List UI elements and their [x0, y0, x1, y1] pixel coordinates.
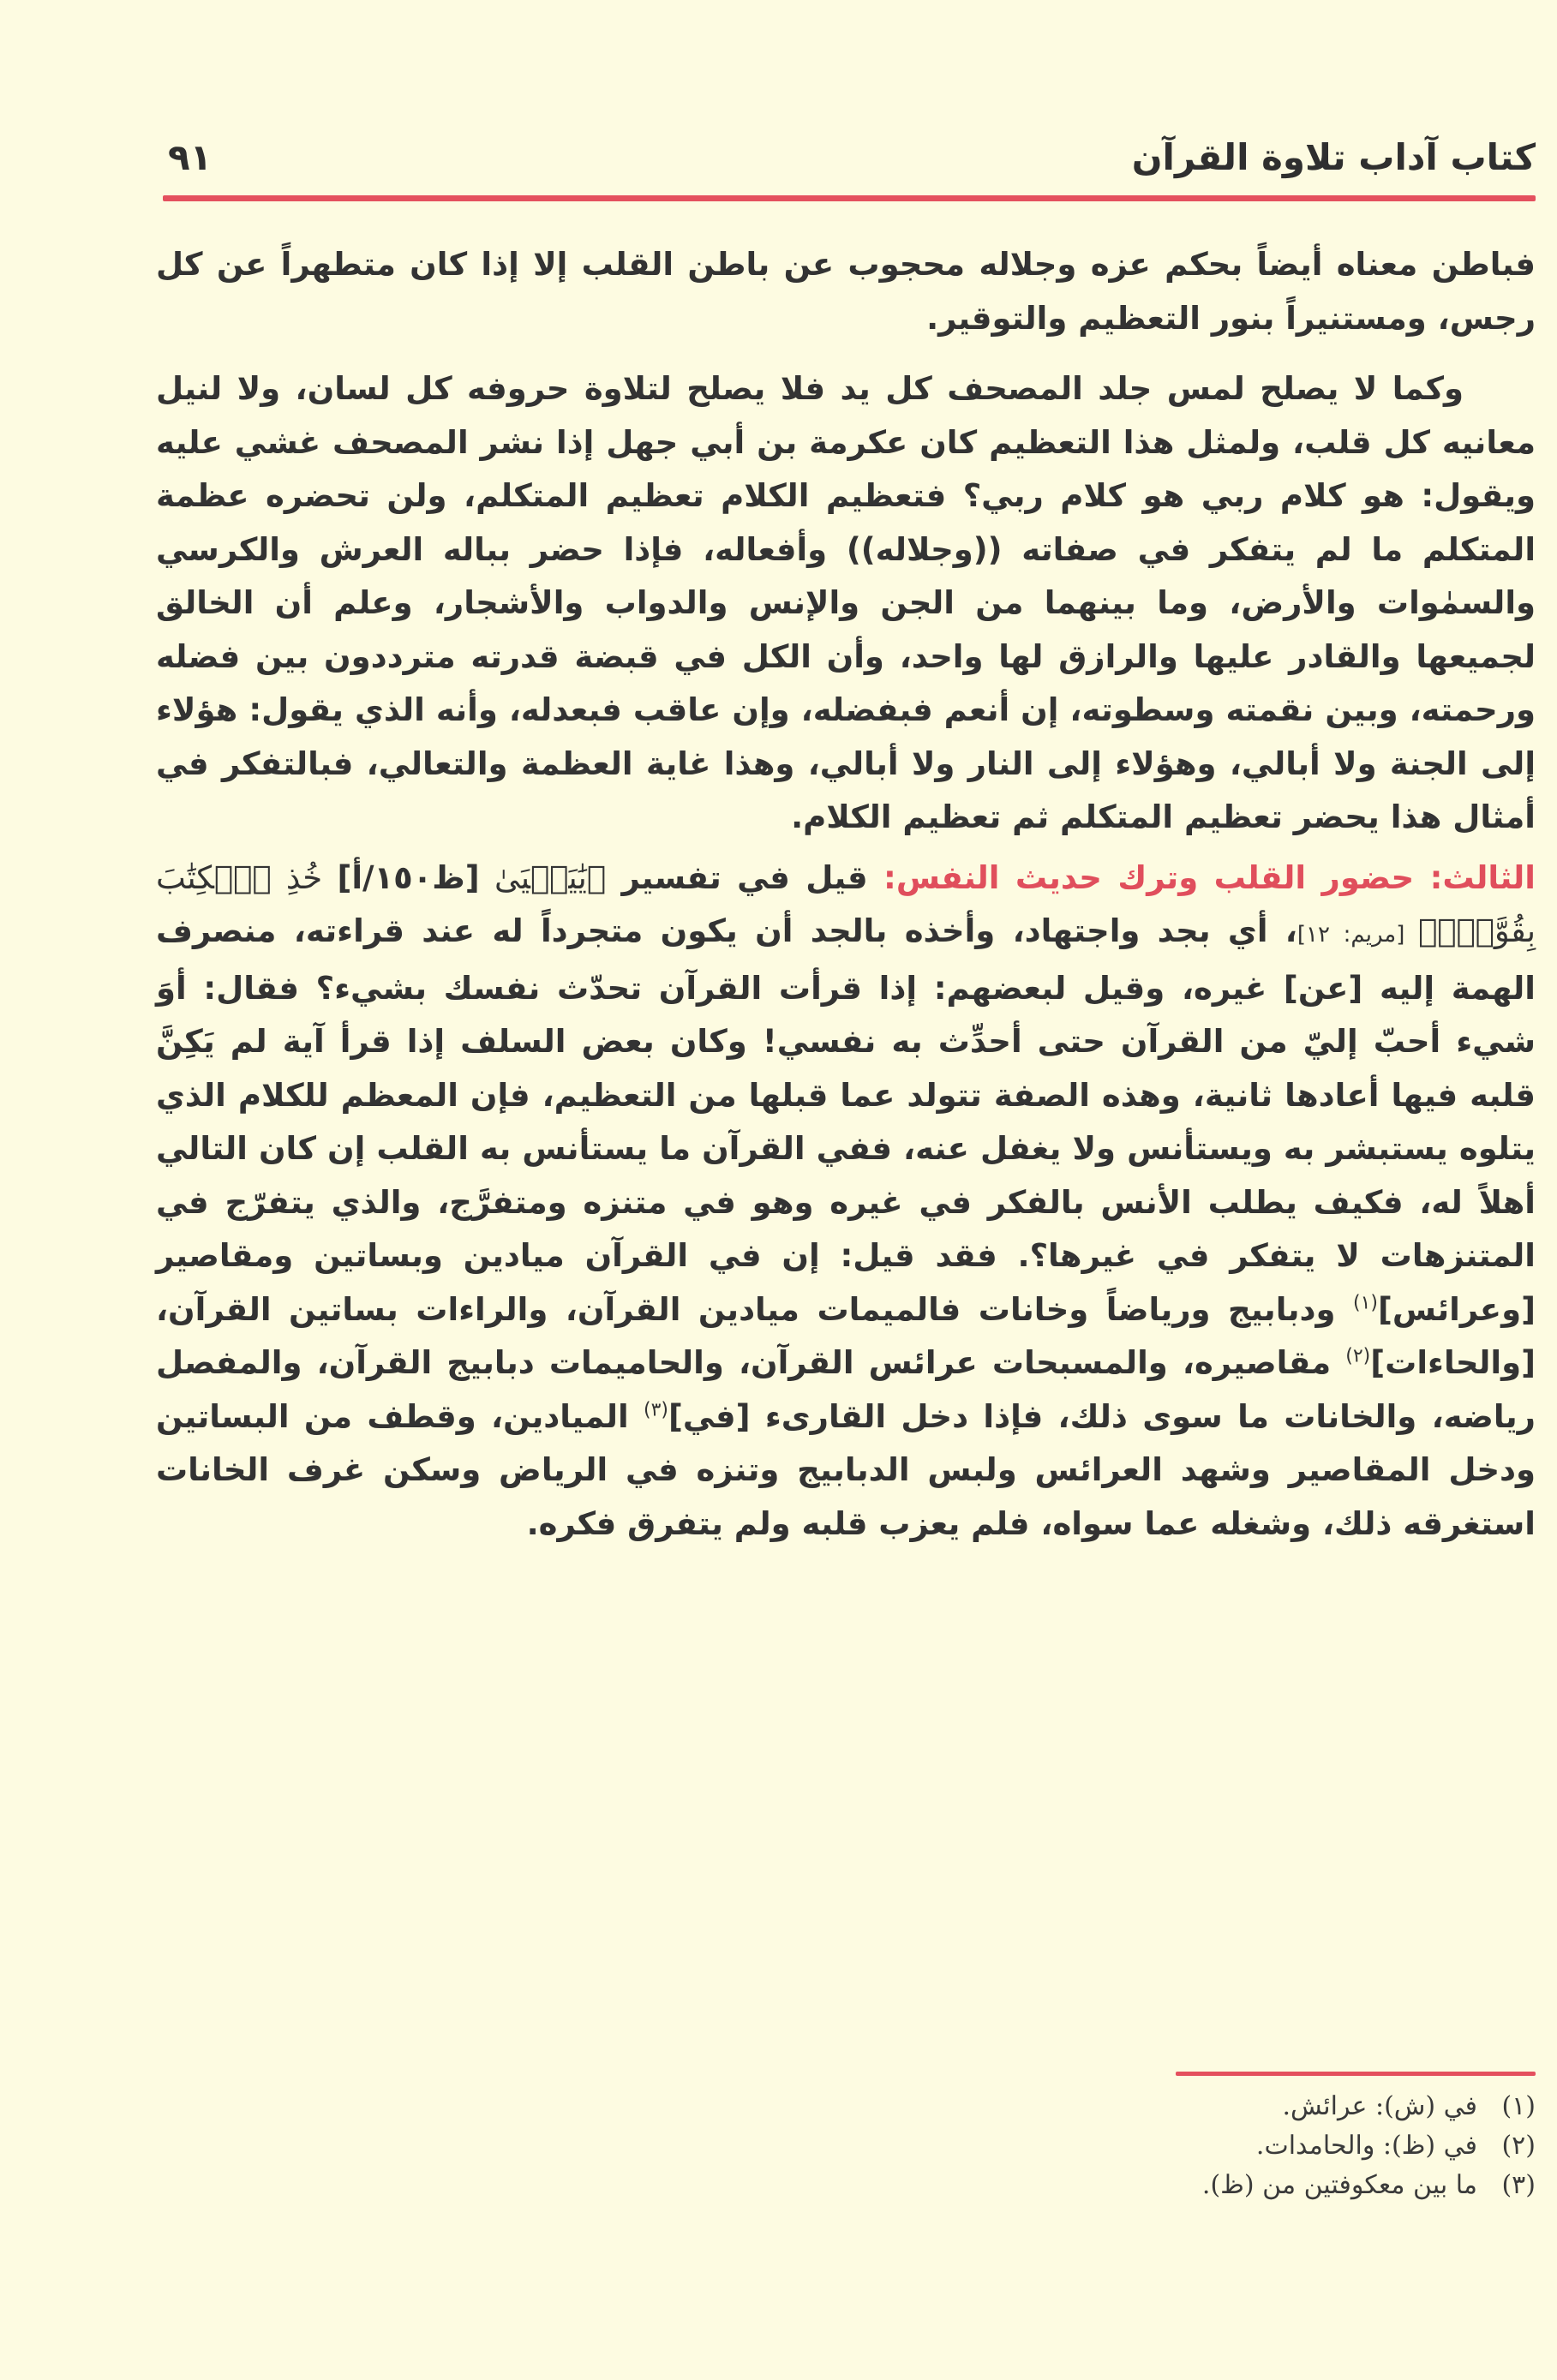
text-span: مقاصيره، والمسبحات عرائس القرآن، والحاميمات دبابيج القرآن، والمفصل رياضه، والخانات ما سوى ذلك، فإذا دخل القارىء [في] — [156, 1344, 1536, 1435]
text-span: الميادين، وقطف من البساتين ودخل المقاصير وشهد العرائس ولبس الدبابيج وتنزه في الرياض وسكن غرف الخانات استغرقه ذلك، وشغله عما سواه، فلم يعزب قلبه ولم يتفرق فكره. — [156, 1397, 1536, 1542]
text-span: قيل في تفسير — [606, 858, 884, 896]
manuscript-ref: [ظ١٥٠/أ] — [337, 858, 480, 896]
header-divider — [163, 195, 1536, 201]
footnote-ref-1[interactable]: (١) — [1352, 1292, 1378, 1314]
page-number: ٩١ — [168, 135, 213, 178]
footnote-text: في (ش): عرائش. — [1282, 2091, 1477, 2121]
footnote-text: في (ظ): والحامدات. — [1255, 2131, 1477, 2161]
paragraph-2: وكما لا يصلح لمس جلد المصحف كل يد فلا يصلح لتلاوة حروفه كل لسان، ولا لنيل معانيه كل قلب، ولمثل هذا التعظيم كان عكرمة بن أبي جهل إذا نشر المصحف غشي عليه ويقول: هو كلام ربي هو كلام ربي؟ فتعظيم الكلام تعظيم المتكلم، ولن تحضره عظمة المتكلم ما لم يتفكر في صفاته ((وجلاله)) وأفعاله، فإذا حضر بباله العرش والكرسي والسمٰوات والأرض، وما بينهما من الجن والإنس والدواب والأشجار، وعلم أن الخالق لجميعها والقادر عليها والرازق لها واحد، وأن الكل في قبضة قدرته مترددون بين فضله ورحمته، وبين نقمته وسطوته، إن أنعم فبفضله، وإن عاقب فبعدله، وأنه الذي يقول: هؤلاء إلى الجنة ولا أبالي، وهؤلاء إلى النار ولا أبالي، وهذا غاية العظمة والتعالي، فبالتفكر في أمثال هذا يحضر تعظيم المتكلم ثم تعظيم الكلام. — [156, 370, 1536, 835]
footnote-divider — [1176, 2072, 1536, 2076]
main-text — [156, 238, 1536, 1551]
running-title: كتاب آداب تلاوة القرآن — [1131, 135, 1536, 178]
quran-verse-close: خُذِ ٱلۡكِتَٰبَ بِقُوَّةٖۖ﴾ — [156, 858, 1536, 949]
footnote-2 — [764, 2126, 1536, 2166]
paragraph-1: فباطن معناه أيضاً بحكم عزه وجلاله محجوب عن باطن القلب إلا إذا كان متطهراً عن كل رجس، ومستنيراً بنور التعظيم والتوقير. — [156, 246, 1536, 337]
footnote-number: (١) — [1501, 2091, 1536, 2121]
footnote-text: ما بين معكوفتين من (ظ). — [1201, 2170, 1477, 2200]
footnote-1 — [764, 2087, 1536, 2126]
footnote-number: (٢) — [1501, 2131, 1536, 2161]
footnotes — [764, 2087, 1536, 2205]
running-head — [156, 127, 1536, 187]
footnote-ref-3[interactable]: (٣) — [644, 1399, 669, 1421]
footnote-3 — [764, 2166, 1536, 2205]
section-heading: الثالث: حضور القلب وترك حديث النفس: — [883, 858, 1536, 896]
text-span: ، أي بجد واجتهاد، وأخذه بالجد أن يكون متجرداً له عند قراءته، منصرف الهمة إليه [عن] غيره، وقيل لبعضهم: إذا قرأت القرآن تحدّث نفسك بشيء؟ فقال: أوَ شيء أحبّ إليّ من القرآن حتى أحدِّث به نفسي! وكان بعض السلف إذا قرأ آية لم يَكِنَّ قلبه فيها أعادها ثانية، وهذه الصفة تتولد عما قبلها من التعظيم، فإن المعظم للكلام الذي يتلوه يستبشر به ويستأنس ولا يغفل عنه، ففي القرآن ما يستأنس به القلب إن كان التالي أهلاً له، فكيف يطلب الأنس بالفكر في غيره وهو في متنزه ومتفرَّج، والذي يتفرّج في المتنزهات لا يتفكر في غيرها؟. فقد قيل: إن في القرآن ميادين وبساتين ومقاصير [وعرائس] — [156, 912, 1536, 1328]
verse-citation: [مريم: ١٢] — [1297, 922, 1419, 948]
book-page — [156, 0, 1536, 2380]
footnote-ref-2[interactable]: (٢) — [1345, 1345, 1371, 1367]
text-span: ودبابيج ورياضاً وخانات فالميمات ميادين القرآن، والراءات بساتين القرآن، [والحاءات] — [156, 1290, 1536, 1381]
quran-verse-open: ﴿يَٰيَحۡيَىٰ — [479, 858, 607, 896]
paragraph-3 — [156, 852, 1536, 1552]
footnote-number: (٣) — [1501, 2170, 1536, 2200]
